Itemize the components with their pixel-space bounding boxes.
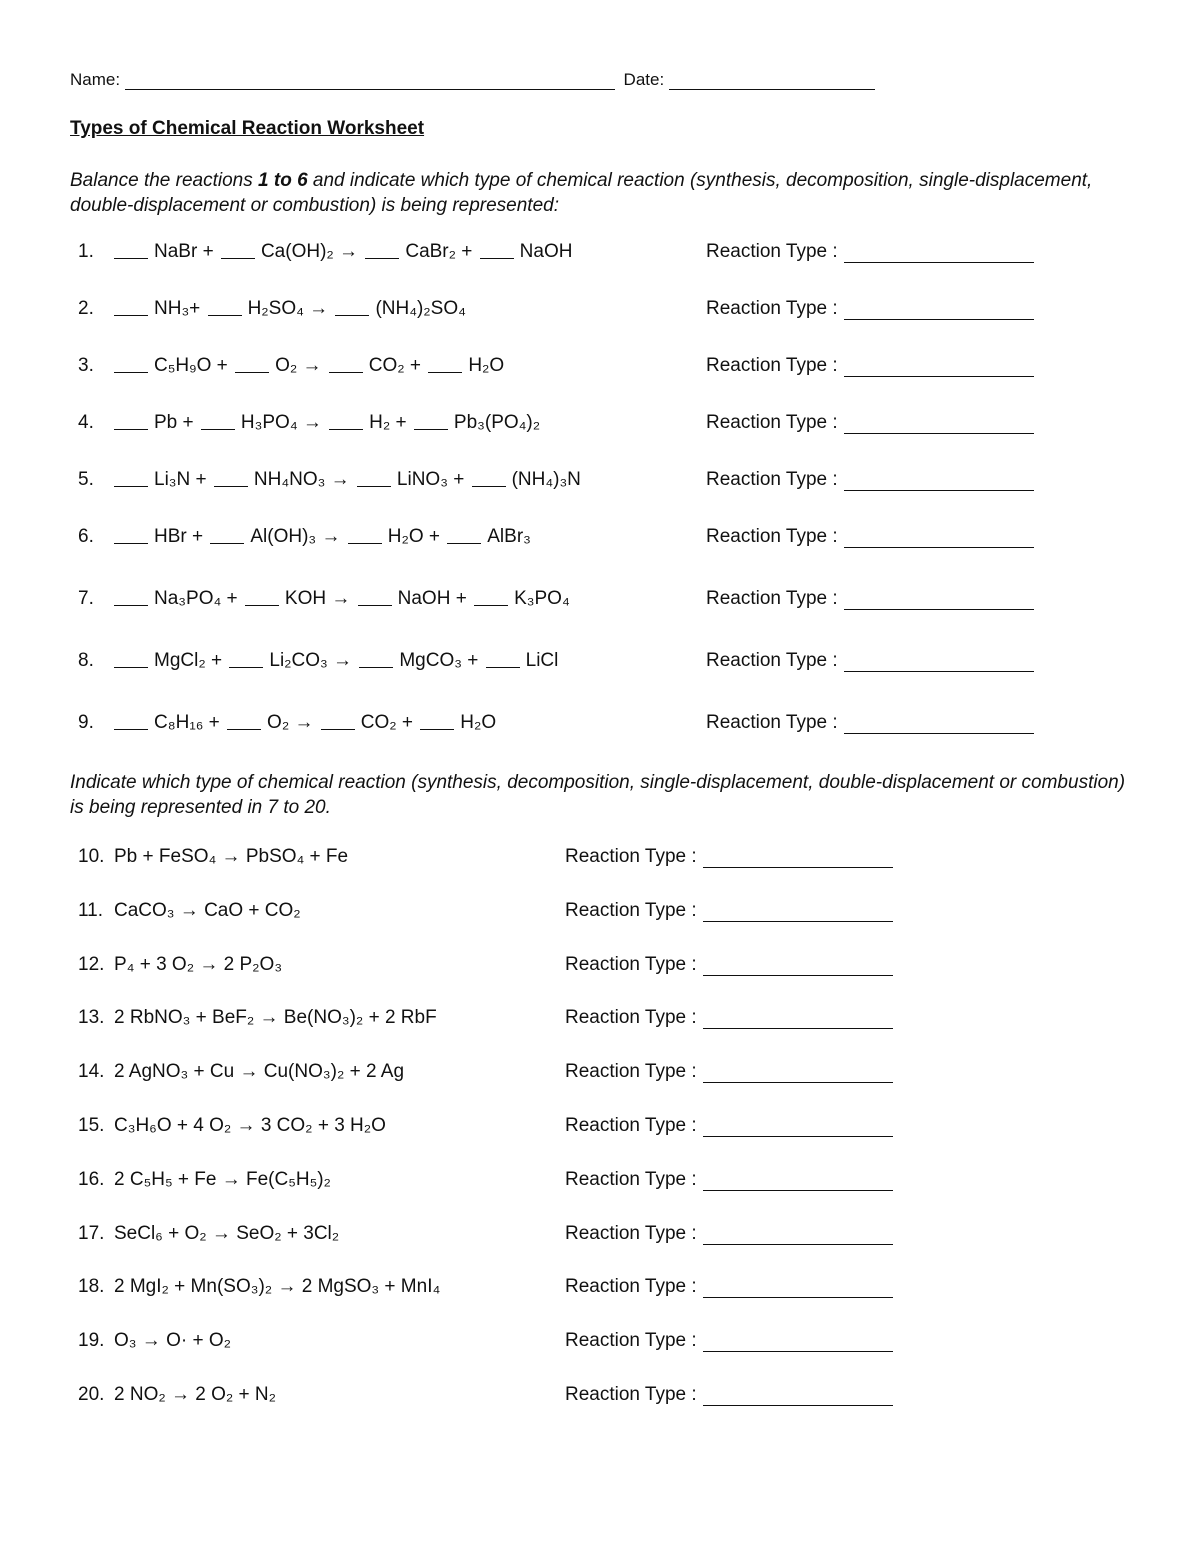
reaction-type-blank[interactable] [844,244,1034,263]
reaction-term: NH₄NO₃ → [253,469,355,490]
reaction-type-blank[interactable] [703,1279,893,1298]
coefficient-blank[interactable] [208,301,242,316]
reaction-type-field [706,241,1034,263]
reaction-type-blank[interactable] [844,591,1034,610]
name-label: Name: [70,70,121,89]
coefficient-blank[interactable] [235,358,269,373]
reaction-equation: O₃ → O· + O₂ [114,1330,231,1351]
reaction-term: O₂ → [275,355,327,376]
coefficient-blank[interactable] [214,472,248,487]
reaction-number: 14. [78,1061,105,1082]
coefficient-blank[interactable] [414,415,448,430]
reaction-type-label: Reaction Type : [565,1007,697,1028]
reaction-type-blank[interactable] [844,653,1034,672]
reaction-term: MgCO₃ + [399,650,484,671]
reaction-type-blank[interactable] [703,1064,893,1083]
reaction-type-field [565,846,893,868]
coefficient-blank[interactable] [480,244,514,259]
reaction-type-label: Reaction Type : [706,355,838,376]
reaction-number: 8. [78,650,94,671]
reaction-number: 16. [78,1169,105,1190]
reaction-type-field [706,412,1034,434]
reaction-term: CaBr₂ + [405,241,478,262]
coefficient-blank[interactable] [114,472,148,487]
reaction-number: 1. [78,241,94,262]
reaction-row [78,241,572,263]
reaction-term: H₂O + [387,526,446,547]
coefficient-blank[interactable] [348,529,382,544]
reaction-row [78,412,540,434]
reaction-number: 2. [78,298,94,319]
reaction-type-blank[interactable] [703,1118,893,1137]
reaction-number: 18. [78,1276,105,1297]
reaction-number: 7. [78,588,94,609]
reaction-type-blank[interactable] [844,358,1034,377]
reaction-type-label: Reaction Type : [706,241,838,262]
reaction-term: H₂ + [369,412,412,433]
coefficient-blank[interactable] [358,591,392,606]
reaction-type-blank[interactable] [703,1387,893,1406]
coefficient-blank[interactable] [486,653,520,668]
reaction-number: 5. [78,469,94,490]
reaction-type-field [565,954,893,976]
reaction-term: C₅H₉O + [154,355,234,376]
reaction-row [78,900,301,922]
coefficient-blank[interactable] [114,358,148,373]
reaction-type-field [565,1223,893,1245]
reaction-row [78,588,570,610]
reaction-equation: Pb + FeSO₄ → PbSO₄ + Fe [114,846,349,867]
reaction-term: Na₃PO₄ + [154,588,243,609]
reaction-term: H₃PO₄ → [240,412,328,433]
reaction-term: Pb + [154,412,199,433]
coefficient-blank[interactable] [472,472,506,487]
coefficient-blank[interactable] [114,591,148,606]
reaction-row [78,526,531,548]
reaction-term: C₈H₁₆ + [154,712,226,733]
reaction-type-field [706,526,1034,548]
reaction-type-field [706,469,1034,491]
reaction-type-blank[interactable] [703,1226,893,1245]
reaction-type-label: Reaction Type : [565,1169,697,1190]
reaction-type-label: Reaction Type : [565,1276,697,1297]
reaction-term: Al(OH)₃ → [250,526,346,547]
reaction-equation: CaCO₃ → CaO + CO₂ [114,900,301,921]
reaction-term: (NH₄)₃N [511,469,581,490]
reaction-row [78,1384,276,1406]
reaction-term: CO₂ + [368,355,427,376]
reaction-row [78,355,504,377]
reaction-type-blank[interactable] [703,1333,893,1352]
coefficient-blank[interactable] [335,301,369,316]
worksheet-title: Types of Chemical Reaction Worksheet [70,118,425,139]
reaction-type-blank[interactable] [703,957,893,976]
date-field[interactable] [669,71,875,90]
reaction-type-label: Reaction Type : [706,412,838,433]
reaction-type-field [706,712,1034,734]
reaction-term: (NH₄)₂SO₄ [375,298,466,319]
reaction-number: 6. [78,526,94,547]
reaction-number: 20. [78,1384,105,1405]
instructions-part-2: Indicate which type of chemical reaction (synthesis, decomposition, single-displacement, double-displacement or combustion) is being represented in 7 to 20. [70,772,1126,818]
reaction-term: Pb₃(PO₄)₂ [453,412,541,433]
reaction-term: Ca(OH)₂ → [260,241,364,262]
reaction-type-blank[interactable] [703,849,893,868]
reaction-row [78,1276,440,1298]
reaction-term: Li₃N + [154,469,212,490]
reaction-type-field [565,1007,893,1029]
coefficient-blank[interactable] [474,591,508,606]
reaction-row [78,712,496,734]
reaction-term: O₂ → [267,712,319,733]
reaction-type-blank[interactable] [844,301,1034,320]
reaction-row [78,469,581,491]
reaction-row [78,1061,404,1083]
reaction-row [78,1115,386,1137]
reaction-type-field [706,588,1034,610]
coefficient-blank[interactable] [227,715,261,730]
name-date-header [70,70,875,90]
reaction-term: NaOH + [397,588,473,609]
reaction-term: MgCl₂ + [154,650,228,671]
reaction-number: 10. [78,846,105,867]
coefficient-blank[interactable] [245,591,279,606]
reaction-row [78,954,282,976]
reaction-number: 15. [78,1115,105,1136]
reaction-type-blank[interactable] [844,472,1034,491]
coefficient-blank[interactable] [114,415,148,430]
reaction-term: LiNO₃ + [396,469,470,490]
reaction-type-blank[interactable] [844,415,1034,434]
reaction-term: Li₂CO₃ → [269,650,358,671]
reaction-term: H₂O [468,355,505,376]
reaction-row [78,1007,437,1029]
reaction-term: KOH → [284,588,356,609]
reaction-number: 12. [78,954,105,975]
reaction-term: H₂SO₄ → [247,298,334,319]
reaction-equation: 2 MgI₂ + Mn(SO₃)₂ → 2 MgSO₃ + MnI₄ [114,1276,441,1297]
reaction-number: 3. [78,355,94,376]
reaction-type-field [706,298,1034,320]
reaction-type-label: Reaction Type : [706,712,838,733]
reaction-equation: SeCl₆ + O₂ → SeO₂ + 3Cl₂ [114,1223,340,1244]
reaction-number: 9. [78,712,94,733]
coefficient-blank[interactable] [329,415,363,430]
reaction-equation: 2 NO₂ → 2 O₂ + N₂ [114,1384,277,1405]
reaction-type-blank[interactable] [703,1172,893,1191]
coefficient-blank[interactable] [114,244,148,259]
coefficient-blank[interactable] [359,653,393,668]
coefficient-blank[interactable] [114,529,148,544]
reaction-type-label: Reaction Type : [565,900,697,921]
coefficient-blank[interactable] [329,358,363,373]
reaction-type-label: Reaction Type : [565,1384,697,1405]
date-label: Date: [623,70,665,89]
reaction-term: K₃PO₄ [514,588,570,609]
reaction-type-label: Reaction Type : [565,954,697,975]
reaction-type-field [565,1384,893,1406]
reaction-type-label: Reaction Type : [565,846,697,867]
coefficient-blank[interactable] [428,358,462,373]
reaction-term: AlBr₃ [487,526,531,547]
reaction-row [78,1169,331,1191]
coefficient-blank[interactable] [321,715,355,730]
reaction-type-field [565,1276,893,1298]
reaction-type-field [565,1061,893,1083]
reaction-number: 11. [78,900,104,921]
reaction-type-field [565,1330,893,1352]
reaction-row [78,298,466,320]
reaction-type-field [565,900,893,922]
reaction-equation: 2 RbNO₃ + BeF₂ → Be(NO₃)₂ + 2 RbF [114,1007,437,1028]
coefficient-blank[interactable] [201,415,235,430]
reaction-type-field [565,1115,893,1137]
reaction-type-blank[interactable] [703,903,893,922]
reaction-term: NH₃+ [154,298,206,319]
reaction-type-blank[interactable] [844,715,1034,734]
reaction-type-blank[interactable] [703,1010,893,1029]
coefficient-blank[interactable] [357,472,391,487]
reaction-number: 19. [78,1330,105,1351]
reaction-type-label: Reaction Type : [706,298,838,319]
reaction-type-field [706,355,1034,377]
reaction-type-field [565,1169,893,1191]
reaction-type-label: Reaction Type : [706,650,838,671]
reaction-number: 13. [78,1007,105,1028]
reaction-term: HBr + [154,526,209,547]
reaction-row [78,846,348,868]
coefficient-blank[interactable] [114,301,148,316]
coefficient-blank[interactable] [114,715,148,730]
reaction-equation: P₄ + 3 O₂ → 2 P₂O₃ [114,954,283,975]
reaction-type-blank[interactable] [844,529,1034,548]
reaction-row [78,650,558,672]
reaction-term: NaBr + [154,241,219,262]
reaction-type-field [706,650,1034,672]
coefficient-blank[interactable] [114,653,148,668]
reaction-type-label: Reaction Type : [706,588,838,609]
coefficient-blank[interactable] [229,653,263,668]
reaction-type-label: Reaction Type : [565,1061,697,1082]
reaction-term: CO₂ + [360,712,419,733]
reaction-type-label: Reaction Type : [706,469,838,490]
reaction-equation: 2 C₅H₅ + Fe → Fe(C₅H₅)₂ [114,1169,331,1190]
reaction-type-label: Reaction Type : [565,1330,697,1351]
coefficient-blank[interactable] [210,529,244,544]
reaction-term: NaOH [519,241,573,262]
coefficient-blank[interactable] [221,244,255,259]
reaction-type-label: Reaction Type : [706,526,838,547]
reaction-equation: C₃H₆O + 4 O₂ → 3 CO₂ + 3 H₂O [114,1115,386,1136]
reaction-type-label: Reaction Type : [565,1115,697,1136]
reaction-term: H₂O [460,712,497,733]
coefficient-blank[interactable] [365,244,399,259]
reaction-number: 4. [78,412,94,433]
reaction-row [78,1330,231,1352]
reaction-row [78,1223,339,1245]
coefficient-blank[interactable] [447,529,481,544]
instructions-part-1: Balance the reactions 1 to 6 and indicate which type of chemical reaction (synthesis, decomposition, single-displacement, double-displacement or combustion) is being represented: [70,170,1093,216]
coefficient-blank[interactable] [420,715,454,730]
reaction-number: 17. [78,1223,105,1244]
reaction-type-label: Reaction Type : [565,1223,697,1244]
reaction-equation: 2 AgNO₃ + Cu → Cu(NO₃)₂ + 2 Ag [114,1061,405,1082]
reaction-term: LiCl [525,650,559,671]
name-field[interactable] [125,71,615,90]
